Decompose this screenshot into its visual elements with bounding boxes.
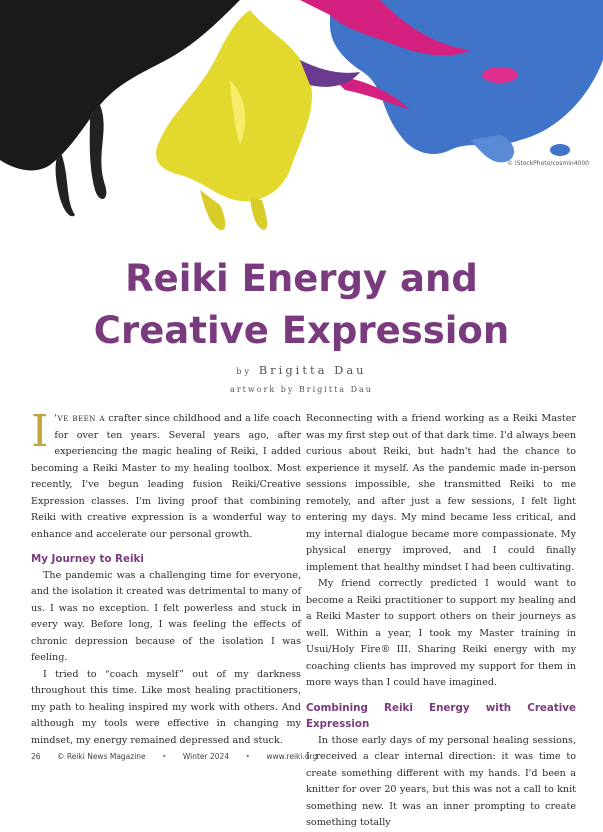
paragraph: The pandemic was a challenging time for everyone, and the isolation it created was detrimental to many of us. I was no exception. I felt powerless and stuck in every way. Before long, I was feeling the effects of chronic depression because of the isolation I was feeling. bbox=[31, 569, 301, 663]
article-title-line-2: Creative Expression bbox=[93, 309, 510, 352]
yellow-paint-drip-2 bbox=[250, 198, 267, 230]
blue-paint-drop bbox=[550, 144, 570, 156]
byline bbox=[0, 363, 603, 377]
paint-splash-artwork bbox=[0, 0, 603, 250]
paragraph-continuation: Reconnecting with a friend working as a Reiki Master was my first step out of that dark time. I'd always been curious about Reiki, but hadn't had the chance to experience it myself. As the pandemic made in-person sessions impossible, she transmitted Reiki to me remotely, and after just a few sessions, I felt light entering my days. My mind became less critical, and my internal dialogue became more compassionate. My physical energy improved, and I could finally implement that healthy mindset I had been cultivating. bbox=[306, 413, 576, 573]
website-link[interactable]: www.reiki.org bbox=[266, 752, 318, 761]
right-column bbox=[306, 411, 576, 828]
issue-date: Winter 2024 bbox=[182, 752, 230, 761]
photo-credit: © iStockPhoto/cosmin4000 bbox=[507, 160, 589, 167]
black-paint-drip bbox=[90, 105, 107, 199]
paragraph: My friend correctly predicted I would want to become a Reiki practitioner to support my healing and a Reiki Master to support others on their journeys as well. Within a year, I took my Master training in Usui/Holy Fire® III. Sharing Reiki energy with my coaching clients has improved my support for them in more ways than I could have imagined. bbox=[306, 578, 576, 688]
opening-paragraph bbox=[31, 406, 301, 543]
yellow-paint-drip bbox=[200, 190, 225, 230]
paragraph: In those early days of my personal healing sessions, I received a clear internal direction: it was time to create something different with my hands. I'd been a knitter for over 20 years, but this was not a call to knit something new. It was an inner prompting to create something totally bbox=[306, 734, 576, 828]
separator: • bbox=[162, 752, 167, 761]
pink-paint-drop bbox=[482, 67, 518, 83]
article-title-line-1: Reiki Energy and bbox=[125, 257, 478, 300]
paragraph: I tried to “coach myself” out of my darkness throughout this time. Like most healing practitioners, my path to healing inspired my work with others. And although my tools were effective in changing my mindset, my energy remained depressed and stuck. bbox=[31, 668, 301, 746]
opening-text: crafter since childhood and a life coach for over ten years. Several years ago, after experiencing the magic healing of Reiki, I added becoming a Reiki Master to my healing toolbox. Most recently, I've begun leading fusion Reiki/Creative Expression classes. I'm living proof that combining Reiki with creative expression is a wonderful way to enhance and accelerate our personal growth. bbox=[31, 413, 301, 540]
byline-prefix: by bbox=[236, 367, 253, 376]
separator: • bbox=[245, 752, 250, 761]
left-column bbox=[31, 406, 301, 749]
author-name: Brigitta Dau bbox=[258, 363, 367, 377]
page-number: 26 bbox=[31, 752, 41, 761]
opening-smallcaps: 've been a bbox=[54, 413, 106, 424]
section-heading-journey: My Journey to Reiki bbox=[31, 553, 144, 565]
section-heading-combining: Combining Reiki Energy with Creative Expression bbox=[306, 701, 576, 730]
artwork-credit: artwork by Brigitta Dau bbox=[230, 385, 373, 394]
page-footer bbox=[31, 752, 331, 761]
drop-cap: I bbox=[31, 406, 49, 457]
magazine-name: © Reiki News Magazine bbox=[56, 752, 146, 761]
black-paint-drip-2 bbox=[56, 150, 75, 216]
